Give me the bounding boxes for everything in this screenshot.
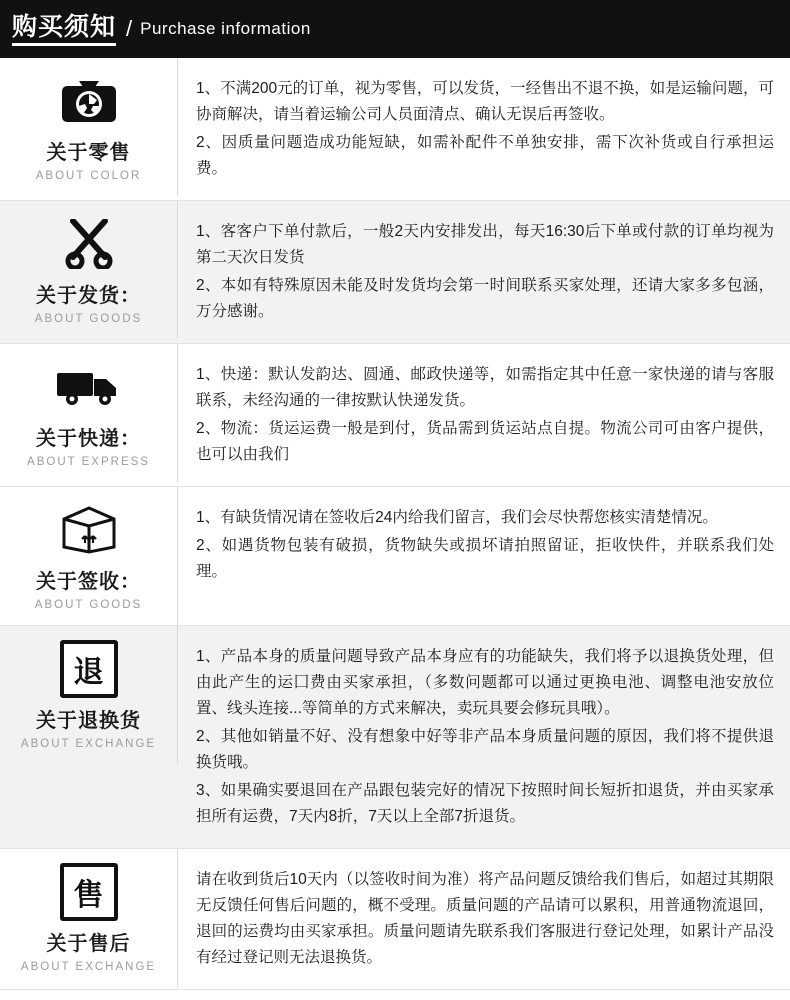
section-shipping-text [178,201,790,343]
section-receipt-line-1: 1、有缺货情况请在签收后24内给我们留言，我们会尽快帮您核实清楚情况。 [196,509,718,526]
section-receipt-icon-col [0,487,178,625]
section-retail-title-cn: 关于零售 [46,142,131,164]
section-receipt-title-en: ABOUT GOODS [34,599,143,611]
section-receipt-title-cn: 关于签收： [36,571,141,593]
section-exchange-title-en: ABOUT EXCHANGE [20,738,157,750]
section-aftersale [0,849,790,990]
section-receipt-text [178,487,790,603]
aftersale-word-glyph: 售 [60,863,118,921]
return-word-glyph: 退 [60,640,118,698]
section-shipping-title-cn: 关于发货： [36,285,141,307]
section-aftersale-title-en: ABOUT EXCHANGE [20,961,157,973]
section-exchange-title-cn: 关于退换货 [36,710,141,732]
aftersale-word-icon [0,865,177,919]
section-receipt-line-2: 2、如遇货物包装有破损，货物缺失或损坏请拍照留证，拒收快件，并联系我们处理。 [196,537,774,580]
section-express-line-2: 2、物流：货运运费一般是到付，货品需到货运站点自提。物流公司可由客户提供，也可以由我们 [196,420,774,463]
section-aftersale-title-cn: 关于售后 [46,933,131,955]
section-exchange-line-3: 3、如果确实要退回在产品跟包装完好的情况下按照时间长短折扣退货，并由买家承担所有运费，7天内8折，7天以上全部7折退货。 [196,782,774,825]
box-icon [0,503,177,557]
section-shipping-line-2: 2、本如有特殊原因未能及时发货均会第一时间联系买家处理，还请大家多多包涵，万分感谢。 [196,277,774,320]
section-exchange-line-1: 1、产品本身的质量问题导致产品本身应有的功能缺失，我们将予以退换货处理，但由此产生的运囗费由买家承担，（多数问题都可以通过更换电池、调整电池安放位置、线头连接...等简单的方式来解决，卖玩具要会修玩具哦）。 [196,648,774,717]
section-receipt [0,487,790,626]
page-header [0,0,790,58]
section-express-title-cn: 关于快递： [36,428,141,450]
section-shipping-line-1: 1、客客户下单付款后，一般2天内安排发出，每天16:30后下单或付款的订单均视为第二天次日发货 [196,223,774,266]
page-title-cn: 购买须知 [12,12,116,46]
scissors-icon [0,217,177,271]
section-express-text [178,344,790,486]
section-aftersale-line-1: 请在收到货后10天内（以签收时间为准）将产品问题反馈给我们售后，如超过其期限无反馈任何售后问题的，概不受理。质量问题的产品请可以累积，用普通物流退回，退回的运费均由买家承担。质量问题请先联系我们客服进行登记处理，如累计产品没有经过登记则无法退换货。 [196,871,774,966]
section-shipping-title-en: ABOUT GOODS [34,313,143,325]
section-express-icon-col [0,344,178,482]
section-retail-line-1: 1、不满200元的订单，视为零售，可以发货，一经售出不退不换，如是运输问题，可协商解决，请当着运输公司人员面清点、确认无误后再签收。 [196,80,774,123]
camera-icon [0,74,177,128]
page-title-en: Purchase information [140,19,311,38]
section-express-title-en: ABOUT EXPRESS [27,456,150,468]
section-retail-icon-col [0,58,178,196]
section-exchange-text [178,626,790,848]
section-aftersale-text [178,849,790,989]
section-retail-title-en: ABOUT COLOR [35,170,142,182]
title-separator: / [126,16,133,41]
section-express-line-1: 1、快递：默认发韵达、圆通、邮政快递等，如需指定其中任意一家快递的请与客服联系，未经沟通的一律按默认快递发货。 [196,366,774,409]
section-exchange-icon-col [0,626,178,764]
section-express [0,344,790,487]
section-aftersale-icon-col [0,849,178,987]
section-exchange-line-2: 2、其他如销量不好、没有想象中好等非产品本身质量问题的原因，我们将不提供退换货哦。 [196,728,774,771]
return-word-icon [0,642,177,696]
section-exchange [0,626,790,849]
section-retail-line-2: 2、因质量问题造成功能短缺，如需补配件不单独安排，需下次补货或自行承担运费。 [196,134,774,177]
section-shipping-icon-col [0,201,178,339]
section-shipping [0,201,790,344]
truck-icon [0,360,177,414]
section-retail-text [178,58,790,200]
section-retail [0,58,790,201]
